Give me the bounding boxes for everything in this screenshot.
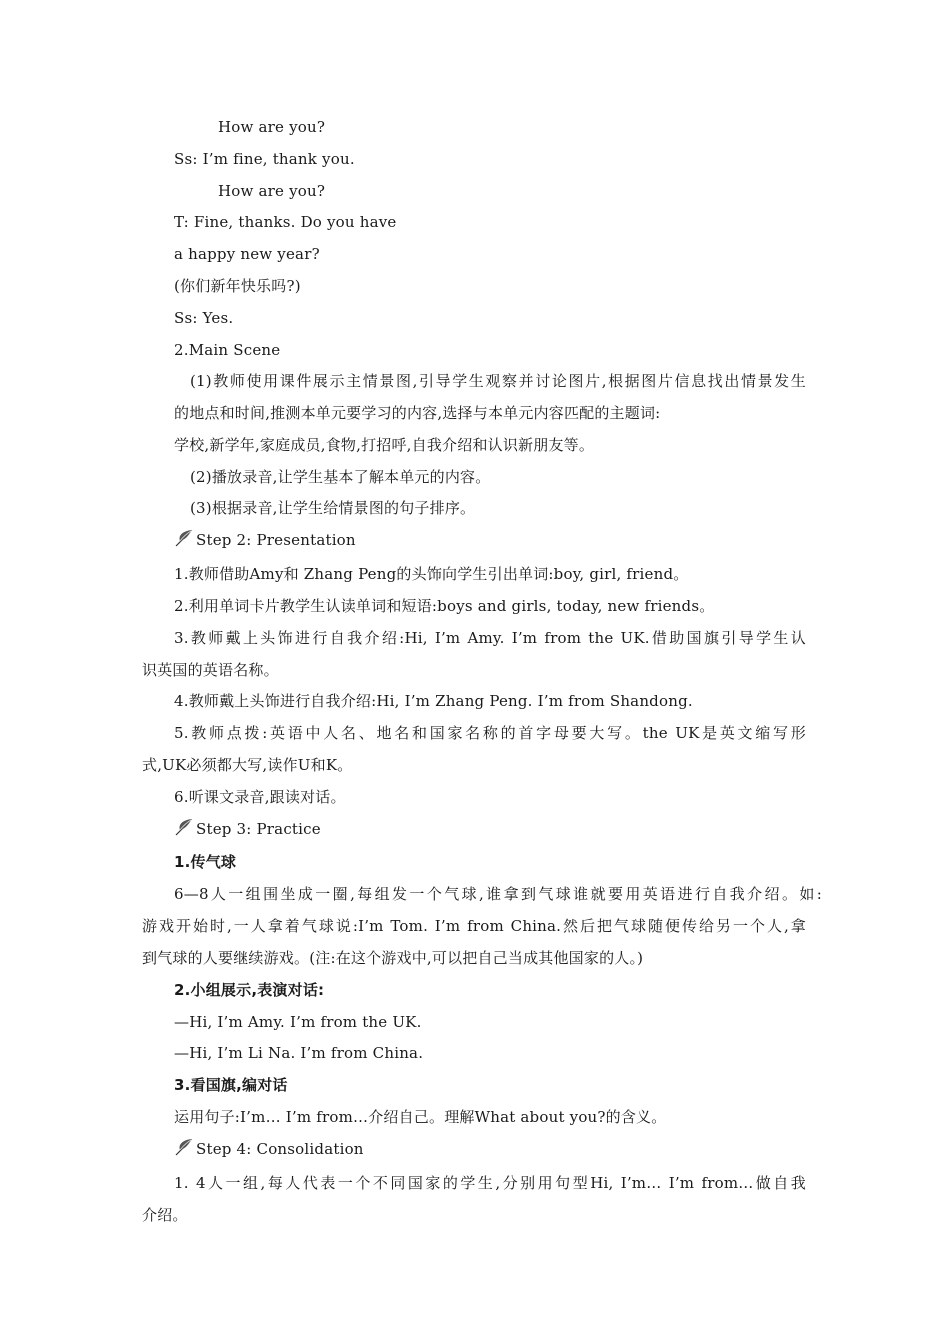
paragraph-line: 运用句子:I’m… I’m from…介绍自己。理解What about you?的含义。 <box>174 1108 667 1126</box>
paragraph-line: (3)根据录音,让学生给情景图的句子排序。 <box>190 499 476 517</box>
paragraph-line: 5.教师点拨:英语中人名、地名和国家名称的首字母要大写。the UK是英文缩写形 <box>174 724 806 742</box>
paragraph-line: 4.教师戴上头饰进行自我介绍:Hi, I’m Zhang Peng. I’m from Shandong. <box>174 692 693 710</box>
step-title: Step 4: Consolidation <box>196 1140 364 1158</box>
paragraph-line: 2.利用单词卡片教学生认读单词和短语:boys and girls, today, new friends。 <box>174 597 715 615</box>
feather-pen-icon <box>174 1137 194 1157</box>
step-title: Step 3: Practice <box>196 820 321 838</box>
paragraph-line: 1. 4人一组,每人代表一个不同国家的学生,分别用句型Hi, I’m… I’m from…做自我 <box>174 1174 806 1192</box>
step-heading <box>174 530 814 550</box>
dialogue-line: Ss: I’m fine, thank you. <box>174 150 355 168</box>
paragraph-line: 介绍。 <box>142 1206 188 1224</box>
paragraph-line: 识英国的英语名称。 <box>142 661 279 679</box>
dialogue-line: Ss: Yes. <box>174 309 234 327</box>
paragraph-line: (1)教师使用课件展示主情景图,引导学生观察并讨论图片,根据图片信息找出情景发生 <box>190 372 806 390</box>
dialogue-line: How are you? <box>218 118 326 136</box>
paragraph-line: 1.教师借助Amy和 Zhang Peng的头饰向学生引出单词:boy, girl, friend。 <box>174 565 689 583</box>
paragraph-line: 学校,新学年,家庭成员,食物,打招呼,自我介绍和认识新朋友等。 <box>174 436 595 454</box>
step-heading <box>174 1139 814 1159</box>
section-heading: 2.Main Scene <box>174 341 281 359</box>
paragraph-line: 的地点和时间,推测本单元要学习的内容,选择与本单元内容匹配的主题词: <box>174 404 661 422</box>
step-heading <box>174 819 814 839</box>
dialogue-line: —Hi, I’m Li Na. I’m from China. <box>174 1044 424 1062</box>
feather-pen-icon <box>174 528 194 548</box>
paragraph-line: 游戏开始时,一人拿着气球说:I’m Tom. I’m from China.然后把气球随便传给另一个人,拿 <box>142 917 806 935</box>
subheading: 3.看国旗,编对话 <box>174 1076 288 1094</box>
paragraph-line: 式,UK必须都大写,读作U和K。 <box>142 756 353 774</box>
paragraph-line: 到气球的人要继续游戏。(注:在这个游戏中,可以把自己当成其他国家的人。) <box>142 949 644 967</box>
feather-pen-icon <box>174 817 194 837</box>
paragraph-line: 6—8人一组围坐成一圈,每组发一个气球,谁拿到气球谁就要用英语进行自我介绍。如: <box>174 885 822 903</box>
dialogue-line: —Hi, I’m Amy. I’m from the UK. <box>174 1013 422 1031</box>
subheading: 1.传气球 <box>174 853 237 871</box>
dialogue-line: T: Fine, thanks. Do you have <box>174 213 397 231</box>
dialogue-line: How are you? <box>218 182 326 200</box>
paragraph-line: (2)播放录音,让学生基本了解本单元的内容。 <box>190 468 491 486</box>
paragraph-line: 6.听课文录音,跟读对话。 <box>174 788 346 806</box>
subheading: 2.小组展示,表演对话: <box>174 981 325 999</box>
dialogue-line: a happy new year? <box>174 245 320 263</box>
dialogue-line: (你们新年快乐吗?) <box>174 277 301 295</box>
step-title: Step 2: Presentation <box>196 531 356 549</box>
paragraph-line: 3.教师戴上头饰进行自我介绍:Hi, I’m Amy. I’m from the UK.借助国旗引导学生认 <box>174 629 806 647</box>
